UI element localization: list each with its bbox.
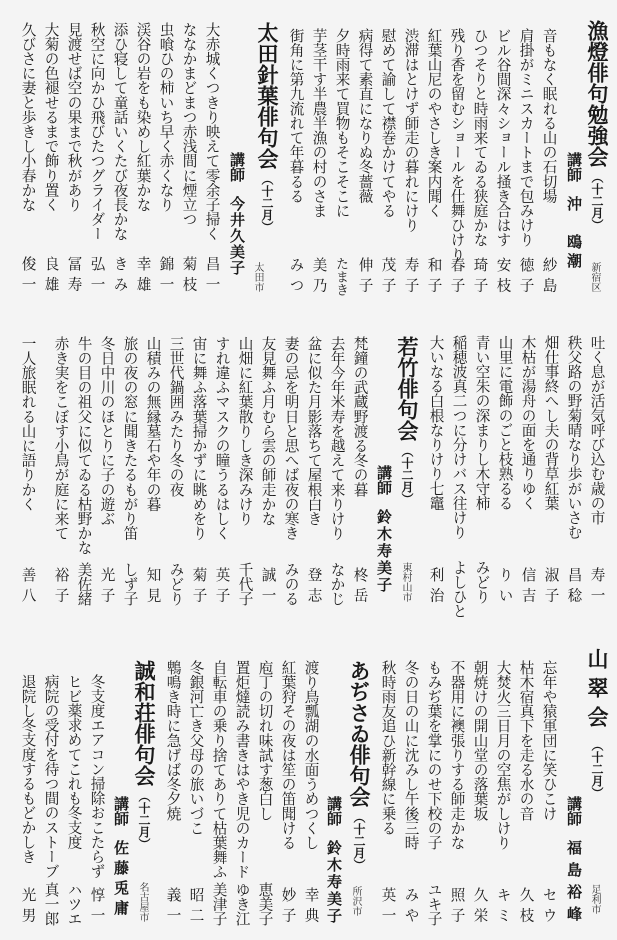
poem-text: 赤き実をこぼす小鳥が庭に来て [52, 336, 70, 541]
poem-author: みどり [167, 562, 185, 606]
poem-text: 旅の夜の窓に聞きたるもがり笛 [121, 336, 139, 541]
lecturer-name: 沖 鴎潮 [565, 196, 583, 272]
month-label: （十二月） [590, 739, 604, 799]
poem-text: 吐く息が活気呼び込む歳の市 [588, 335, 606, 525]
poem-text: 残り香を留むショールを仕舞ひけり [448, 28, 466, 262]
poem-author: みどり [473, 560, 491, 604]
poem-text: 枯木宿真下を走る水の音 [517, 660, 535, 821]
poem-author: 昌稔 [565, 567, 583, 609]
poem-author: 和子 [425, 257, 443, 299]
poem-author: 美津子 [210, 882, 228, 926]
group-title: 誠和荘俳句会（十二月） [132, 660, 156, 850]
poem-author: 英一 [379, 887, 397, 929]
poem-author: 千代子 [236, 562, 254, 606]
group-title: あぢさゐ俳句会（十二月） [347, 660, 371, 871]
group-title: 山翠会（十二月） [585, 648, 609, 799]
poem-author: なかじ [328, 562, 346, 606]
poem-text: 木枯が湯舟の面を通りゆく [519, 335, 537, 511]
poem-author: ハツエ [65, 882, 83, 926]
poem-author: 真一郎 [42, 882, 60, 926]
poem-text: 一人旅眠れる山に語りかく [19, 336, 37, 512]
lecturer-label: 講師 [375, 465, 393, 495]
poem-author: キミ [494, 887, 512, 929]
poem-author: 寿一 [588, 567, 606, 609]
poem-author: りい [496, 567, 514, 609]
lecturer [376, 465, 391, 594]
poem-author: 妙子 [279, 887, 297, 929]
poem-author: しず子 [121, 562, 139, 606]
poem-text: 渓谷の岩をも染めし紅葉かな [134, 22, 152, 212]
place-label: 足利市 [589, 884, 600, 914]
poem-author: みや [402, 887, 420, 929]
poem-text: 紅葉狩その夜は笙の笛聞ける [279, 660, 297, 850]
month-label: （十二月） [137, 790, 151, 850]
month-label: （十二月） [352, 811, 366, 871]
poem-author: 冨寿 [65, 256, 83, 298]
poem-author: 久枝 [517, 887, 535, 929]
poem-text: 置炬燵読み書きはやき児のカード [233, 660, 251, 879]
poem-author: 利治 [427, 567, 445, 609]
poem-text: 三世代鍋囲みたり冬の夜 [167, 336, 185, 497]
poem-text: 山積みの無縁墓石や年の暮 [144, 336, 162, 512]
place-label: 東村山市 [400, 562, 411, 602]
poem-author: 俊一 [19, 256, 37, 298]
poem-text: 宙に舞ふ落葉掃かずに眺めをり [190, 336, 208, 541]
poem-text: ヒビ薬求めてこれも冬支度 [65, 674, 83, 850]
poem-text: 鵯鳴き時に急げば冬夕焼 [164, 660, 182, 821]
place-label: 新宿区 [589, 262, 600, 292]
place-label: 太田市 [252, 262, 263, 292]
poem-author: 琦子 [471, 257, 489, 299]
poem-text: 盆に似た月影落ちて屋根白き [305, 336, 323, 526]
lecturer [326, 796, 341, 925]
poem-author: ユキ子 [425, 882, 443, 926]
lecturer [229, 152, 244, 276]
poem-text: 梵鐘の武蔵野渡る冬の暮 [351, 336, 369, 497]
group-title: 若竹俳句会（十二月） [395, 336, 419, 505]
poem-text: 秩父路の野菊晴なり歩がいさむ [565, 335, 583, 540]
poem-author: 義一 [164, 887, 182, 929]
lecturer-label: 講師 [325, 796, 343, 826]
poem-text: 夕時雨来て買物もそこそこに [333, 28, 351, 218]
poem-text: 添ひ寝して童話いくたび夜長かな [111, 22, 129, 241]
poem-text: 冬銀河亡き父母の旅いづこ [187, 660, 205, 836]
poem-text: 大赤城くつきり映えて零余子掃く [203, 22, 221, 241]
poem-text: 友見舞ふ月むら雲の師走かな [259, 336, 277, 526]
poem-author: 美佐緒 [75, 562, 93, 606]
poem-author: よしひと [450, 560, 468, 619]
poem-author: 登志 [305, 567, 323, 609]
poem-text: 冬日中川のほとりに子の遊ぶ [98, 336, 116, 526]
month-label: （十二月） [400, 445, 414, 505]
poem-author: 良雄 [42, 256, 60, 298]
poem-text: 退院し冬支度するもどかしき [19, 674, 37, 864]
poem-author: 淑子 [542, 567, 560, 609]
lecturer-name: 福島裕峰 [565, 840, 583, 928]
poem-text: 冬支度エアコン掃除おこたらず [88, 674, 106, 879]
poem-author: 寿子 [402, 257, 420, 299]
band-bottom [0, 630, 617, 940]
poem-author: 久栄 [471, 887, 489, 929]
lecturer [566, 152, 581, 272]
poem-text: ビル谷間深々ショール掻き合はす [494, 28, 512, 247]
poem-author: 照子 [448, 887, 466, 929]
poem-author: 徳子 [517, 257, 535, 299]
poem-author: 信吉 [519, 567, 537, 609]
poem-text: 大焚火三日月の空焦がしけり [494, 660, 512, 850]
poem-author: みのる [282, 562, 300, 606]
poem-author: 誠一 [259, 567, 277, 609]
poem-author: 菊枝 [180, 256, 198, 298]
poem-text: 秋時雨友追ひ新幹線に乗る [379, 660, 397, 836]
poem-text: 忘年や猿軍団に笑ひこけ [540, 660, 558, 821]
lecturer-label: 講師 [228, 152, 246, 182]
poem-author: 春子 [448, 257, 466, 299]
poem-author: 光男 [19, 887, 37, 929]
poem-text: ひつそりと時雨来てゐる狭庭かな [471, 28, 489, 247]
poem-text: 去年今年米寿を越えて来りけり [328, 336, 346, 541]
lecturer-name: 今井久美子 [228, 196, 246, 276]
poem-author: 昌一 [203, 256, 221, 298]
lecturer-label: 講師 [565, 796, 583, 826]
poem-text: ななかまどまつ赤浅間に煙立つ [180, 22, 198, 227]
poem-author: たまき [333, 257, 348, 296]
poem-text: 渋滞はとけず師走の暮れにけり [402, 28, 420, 233]
poem-text: 山畑に紅葉散りしき深みけり [236, 336, 254, 526]
poem-author: 昭二 [187, 887, 205, 929]
month-label: （十二月） [260, 173, 274, 233]
poem-author: 弘一 [88, 256, 106, 298]
lecturer-name: 鈴木寿美子 [375, 509, 393, 594]
poem-text: 音もなく眠れる山の石切場 [540, 28, 558, 204]
place-label: 所沢市 [350, 886, 361, 916]
poem-text: もみぢ葉を掌にのせ下校の子 [425, 660, 443, 850]
poem-text: 慰めて諭して襟巻かけてやる [379, 28, 397, 218]
poem-author: 美乃 [310, 257, 328, 299]
poem-author: 安枝 [494, 257, 512, 299]
poem-author: 幸典 [302, 887, 320, 929]
lecturer-label: 講師 [112, 796, 130, 826]
poem-author: 茂子 [379, 257, 397, 299]
poem-text: 青い空朱の深まりし木守柿 [473, 335, 491, 511]
poem-text: 見渡せば空の果まで秋があり [65, 22, 83, 212]
poem-text: 虫喰ひの柿いち早く赤くなり [157, 22, 175, 212]
lecturer-label: 講師 [565, 152, 583, 182]
poem-text: 妻の忌を明日と思へば夜の寒き [282, 336, 300, 541]
band-top [0, 0, 617, 300]
band-middle [0, 310, 617, 619]
poem-text: 稲穂波真二つに分けバス往けり [450, 335, 468, 540]
poem-author: 伸子 [356, 257, 374, 299]
poem-text: 大いなる白根なりけり七竈 [427, 335, 445, 511]
poem-author: みつ [287, 257, 305, 299]
poem-text: 秋空に向かひ飛びたつグライダー [88, 22, 106, 241]
poem-author: セウ [540, 887, 558, 929]
poem-text: 牛の目の祖父に似てゐる枯野かな [75, 336, 93, 555]
poem-author: 善八 [19, 567, 37, 609]
group-title: 太田針葉俳句会（十二月） [255, 22, 279, 233]
lecturer-name: 佐藤兎庸 [112, 840, 130, 920]
lecturer [113, 796, 128, 920]
poem-author: 裕子 [52, 567, 70, 609]
poem-text: 不器用に襖張りする師走かな [448, 660, 466, 850]
month-label: （十二月） [590, 171, 604, 231]
poem-text: 肩掛がミニスカートまで包みけり [517, 28, 535, 247]
poem-author: 錦一 [157, 256, 175, 298]
poem-text: 芋茎干す半農半漁の村のさま [310, 28, 328, 218]
poem-author: 恵美子 [256, 882, 274, 926]
poem-text: 山里に電飾のごと枝熟るる [496, 335, 514, 511]
poem-author: きみ [111, 256, 129, 298]
poem-author: 英子 [213, 567, 231, 609]
poem-author: 菊子 [190, 567, 208, 609]
poem-author: 光子 [98, 567, 116, 609]
poem-text: 庖丁の切れ味試す葱白し [256, 660, 274, 821]
poem-text: 病院の受付を待つ間のストーブ [42, 674, 60, 879]
poem-text: 久びさに妻と歩きし小春かな [19, 22, 37, 212]
place-label: 名古屋市 [137, 882, 148, 922]
poem-text: 畑仕事終へし夫の背草紅葉 [542, 335, 560, 511]
lecturer [566, 796, 581, 928]
poem-text: 紅葉山尼のやさしき案内聞く [425, 28, 443, 218]
poem-author: 柊岳 [351, 567, 369, 609]
poem-text: 冬の日の山に沈みし午後三時 [402, 660, 420, 850]
poem-text: 朝焼けの開山堂の落葉坂 [471, 660, 489, 821]
group-title: 漁燈俳句勉強会（十二月） [585, 20, 609, 231]
poem-author: 惇一 [88, 887, 106, 929]
poem-text: すれ違ふマスクの瞳うるはしく [213, 336, 231, 541]
poem-author: 紗島 [540, 257, 558, 299]
poem-author: 幸雄 [134, 256, 152, 298]
poem-text: 渡り鳥瓢湖の水面うめつくし [302, 660, 320, 850]
poem-text: 病得て素直になりぬ冬薔薇 [356, 28, 374, 204]
poem-text: 大菊の色褪せるまで飾り置く [42, 22, 60, 212]
poem-text: 自転車の乗り捨てありて枯葉舞ふ [210, 660, 228, 879]
lecturer-name: 鈴木寿美子 [325, 840, 343, 925]
poem-author: ゆき江 [233, 882, 251, 926]
poem-author: 知見 [144, 567, 162, 609]
poem-text: 街角に第九流れて年暮るる [287, 28, 305, 204]
